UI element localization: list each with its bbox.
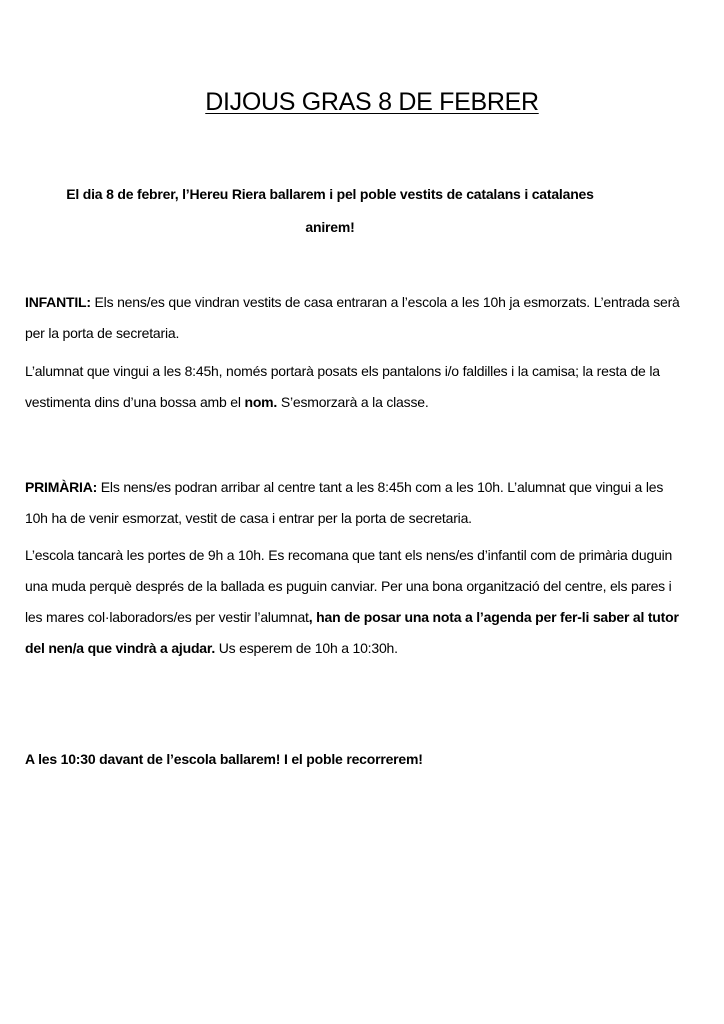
- closing-line: A les 10:30 davant de l’escola ballarem! I el poble recorrerem!: [25, 751, 423, 767]
- primaria-paragraph-2-text-a: L’escola tancarà les portes de 9h a 10h. Es recomana que tant els nens/es d’infantil com de primària duguin una muda perquè després de la ballada es puguin canviar. Per una bona organització del centre, els pares i les mares col·laboradors/es per vestir l’alumnat: [25, 547, 673, 625]
- intro-paragraph: El dia 8 de febrer, l’Hereu Riera ballarem i pel poble vestits de catalans i catalanes anirem!: [66, 186, 594, 235]
- page-title: DIJOUS GRAS 8 DE FEBRER: [205, 88, 539, 116]
- infantil-paragraph-2: [25, 356, 685, 418]
- infantil-paragraph-2-bold: nom.: [244, 394, 278, 410]
- primaria-paragraph-1: [25, 472, 685, 534]
- primaria-paragraph-2-text-b: Us esperem de 10h a 10:30h.: [215, 640, 398, 656]
- primaria-paragraph-2: [25, 540, 685, 664]
- infantil-paragraph-1: [25, 287, 685, 349]
- infantil-paragraph-2-text-a: L’alumnat que vingui a les 8:45h, només portarà posats els pantalons i/o faldilles i la camisa; la resta de la vestimenta dins d’una bossa amb el: [25, 363, 660, 410]
- infantil-paragraph-2-text-b: S’esmorzarà a la classe.: [277, 394, 429, 410]
- primaria-paragraph-2-bold: , han de posar una nota a l’agenda per fer-li saber al tutor del nen/a que vindrà a ajudar.: [25, 609, 679, 656]
- infantil-label: INFANTIL:: [25, 294, 91, 310]
- primaria-paragraph-1-text: Els nens/es podran arribar al centre tant a les 8:45h com a les 10h. L’alumnat que vingui a les 10h ha de venir esmorzat, vestit de casa i entrar per la porta de secretaria.: [25, 479, 664, 526]
- primaria-label: PRIMÀRIA:: [25, 479, 98, 495]
- infantil-paragraph-1-text: Els nens/es que vindran vestits de casa entraran a l’escola a les 10h ja esmorzats. L’entrada serà per la porta de secretaria.: [25, 294, 680, 341]
